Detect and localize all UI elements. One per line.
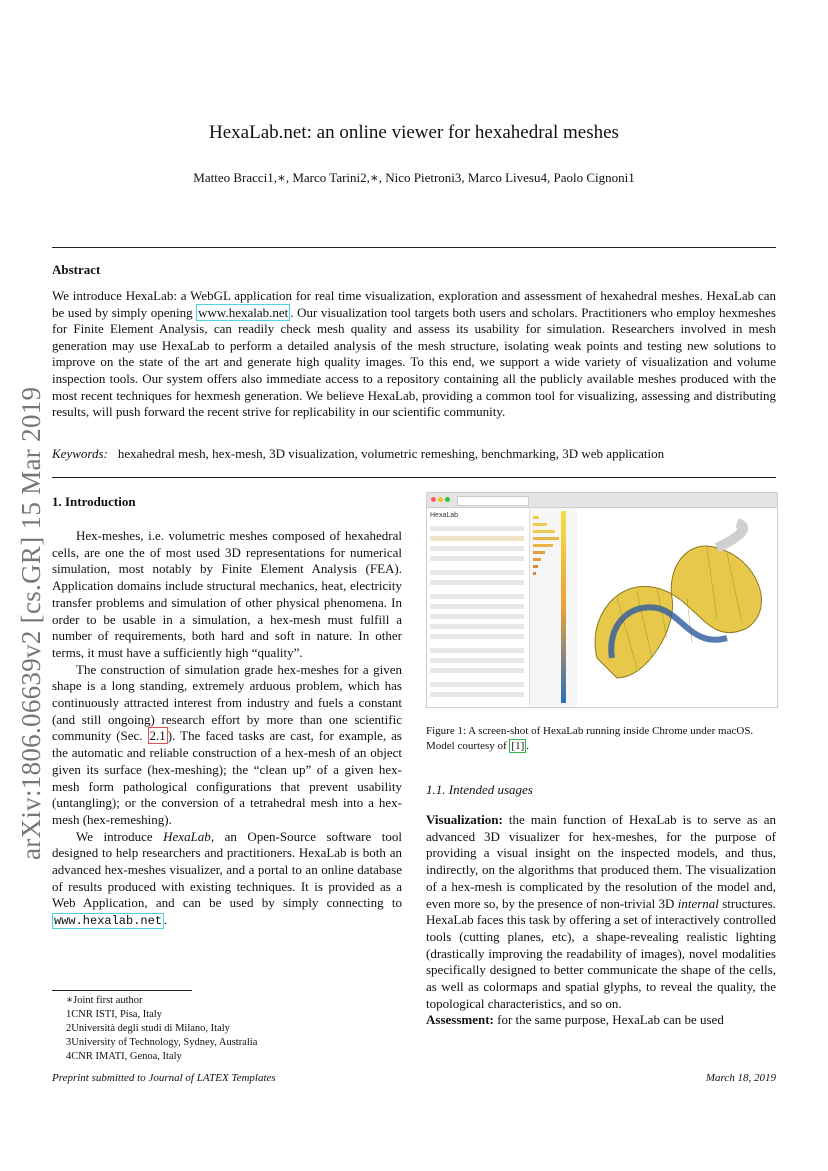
footnote-item: 3University of Technology, Sydney, Australia xyxy=(66,1037,258,1048)
panel-row xyxy=(430,682,524,687)
panel-row xyxy=(430,648,524,653)
hexalab-link[interactable]: www.hexalab.net xyxy=(198,304,289,320)
panel-row xyxy=(430,614,524,619)
panel-row xyxy=(430,594,524,599)
panel-row xyxy=(430,536,524,541)
top-rule xyxy=(52,247,776,248)
app-title: HexaLab xyxy=(430,512,459,519)
quality-histogram xyxy=(531,511,575,703)
intro-p2-text-a: The construction of simulation grade hex-meshes for a given shape is a long standing, extremely arduous problem, which has continuously attracted interest from industry and fuels a constant (and still ongoing) research effort by more than one scientific community (Sec. xyxy=(52,661,402,744)
minimize-dot-icon xyxy=(438,497,443,502)
intro-p2-text-b: ). The faced tasks are cast, for example, as the automatic and reliable construction of a hex-mesh of an object given its surface (hex-meshing); the “clean up” of a given hex-mesh form pathological configurations that prevent usability (untangling); or the conversion of a tetrahedral mesh into a hex-mesh (hex-remeshing). xyxy=(52,728,402,827)
caption-end: . xyxy=(526,740,529,752)
panel-row xyxy=(430,692,524,697)
panel-row xyxy=(430,624,524,629)
section-heading-introduction: 1. Introduction xyxy=(52,494,136,509)
figure-1-caption xyxy=(426,724,776,754)
panel-row xyxy=(430,668,524,673)
citation-link[interactable]: [1] xyxy=(511,740,525,752)
assessment-label: Assessment: xyxy=(426,1012,494,1028)
usages-body xyxy=(426,812,776,1029)
visualization-text-a: the main function of HexaLab is to serve as an advanced 3D visualizer for hex-meshes, for the purpose of providing a visual insight on the inspected models, and thus, indirectly, on the algorithms that produced them. The visualization of a hex-mesh is complicated by the resolution of the model and, even more so, by the presence of non-trivial 3D xyxy=(426,812,776,911)
footnote-item: 2Università degli studi di Milano, Italy xyxy=(66,1023,230,1034)
abstract-text-1: We introduce HexaLab: a WebGL application for real time visualization, exploration and assessment of hexahedral meshes. HexaLab can be used by simply opening xyxy=(52,288,776,320)
footer-journal: Preprint submitted to Journal of LATEX Templates xyxy=(52,1072,276,1084)
keywords xyxy=(52,446,776,462)
browser-toolbar xyxy=(427,493,777,508)
footer-date: March 18, 2019 xyxy=(705,1072,776,1084)
abstract-bottom-rule xyxy=(52,477,776,478)
intro-paragraph-3 xyxy=(52,829,402,930)
visualization-paragraph xyxy=(426,812,776,1012)
intro-paragraph-1: Hex-meshes, i.e. volumetric meshes composed of hexahedral cells, are one the of most used 3D representations for numerical simulation, most notably by Finite Element Analysis (FEA). Application domains include structural mechanics, heat, electricity transfer problems and simulation of other physical phenomena. In order to be usable in a simulation, a hex-mesh must fulfill a number of requirements, both hard and soft in nature. In other terms, it must have a sufficiently high “quality”. xyxy=(52,528,402,660)
keywords-text: hexahedral mesh, hex-mesh, 3D visualization, volumetric remeshing, benchmarking, 3D web application xyxy=(117,446,665,461)
3d-mesh-viewport[interactable] xyxy=(577,508,777,707)
panel-row xyxy=(430,556,524,561)
hexalab-emphasis: HexaLab xyxy=(163,828,211,844)
panel-row xyxy=(430,604,524,609)
footnote-item: 4CNR IMATI, Genoa, Italy xyxy=(66,1051,182,1062)
panel-row xyxy=(430,658,524,663)
author-list: Matteo Bracci1,∗, Marco Tarini2,∗, Nico Pietroni3, Marco Livesu4, Paolo Cignoni1 xyxy=(193,170,635,185)
footnote-rule xyxy=(52,990,192,991)
visualization-label: Visualization: xyxy=(426,812,503,827)
abstract-body xyxy=(52,288,776,421)
panel-row xyxy=(430,526,524,531)
abstract-heading: Abstract xyxy=(52,262,101,277)
paper-title: HexaLab.net: an online viewer for hexahedral meshes xyxy=(209,122,619,143)
panel-row xyxy=(430,546,524,551)
footnote-item: ∗Joint first author xyxy=(66,995,143,1006)
maximize-dot-icon xyxy=(445,497,450,502)
panel-row xyxy=(430,634,524,639)
assessment-paragraph xyxy=(426,1012,776,1029)
close-dot-icon xyxy=(431,497,436,502)
caption-text: Figure 1: A screen-shot of HexaLab running inside Chrome under macOS. Model courtesy of xyxy=(426,725,754,752)
figure-1-screenshot xyxy=(426,492,778,708)
internal-emphasis: internal xyxy=(677,895,719,911)
intro-p3-text-a: We introduce xyxy=(76,828,164,844)
intro-p3-text-c: . xyxy=(164,912,168,928)
footnotes xyxy=(66,994,257,1064)
browser-tab xyxy=(457,496,529,506)
assessment-text: for the same purpose, HexaLab can be used xyxy=(493,1012,724,1028)
panel-row xyxy=(430,570,524,575)
intro-paragraph-2 xyxy=(52,662,402,829)
introduction-body xyxy=(52,528,402,930)
panel-row xyxy=(430,580,524,585)
arxiv-identifier: arXiv:1806.06639v2 [cs.GR] 15 Mar 2019 xyxy=(16,386,46,860)
hexalab-url-link[interactable]: www.hexalab.net xyxy=(54,914,163,929)
control-panel xyxy=(427,508,530,707)
abstract-text-2: . Our visualization tool targets both users and scholars. Practitioners who employ hexmeshes for Finite Element Analysis, can readily check mesh quality and assess its usability for simulation. Researchers involved in mesh generation may use HexaLab to perform a detailed analysis of the mesh structure, isolating weak points and testing new solutions to improve on the state of the art and generate high quality images. To this end, we support a wide variety of visualization and volume inspection tools. Our system offers also immediate access to a repository containing all the publicly available meshes produced with the most recent techniques for hexmesh generation. We believe HexaLab, providing a common tool for visualizing, assessing and distributing results, will push forward the recent strive for replicability in our scientific community. xyxy=(52,304,776,420)
intro-p3-text-b: , an Open-Source software tool designed to help researchers and practitioners. HexaLab is both an advanced hex-meshes visualizer, and a portal to an online database of results produced with existing techniques. It is provided as a Web Application, and can be used by simply connecting to xyxy=(52,828,402,911)
subsection-heading-intended-usages: 1.1. Intended usages xyxy=(426,782,533,797)
section-ref-link[interactable]: 2.1 xyxy=(149,728,166,744)
footnote-item: 1CNR ISTI, Pisa, Italy xyxy=(66,1009,162,1020)
visualization-text-b: structures. HexaLab faces this task by offering a set of interactively controlled tools (cutting planes, etc), a shape-revealing realistic lighting (drastically improving the readability of images), novel modalities specifically designed to better communicate the shape of the cells, as well as colormaps and spatial glyphs, to reveal the quality, the topological characteristics, and so on. xyxy=(426,895,776,1011)
keywords-label: Keywords: xyxy=(52,446,108,461)
